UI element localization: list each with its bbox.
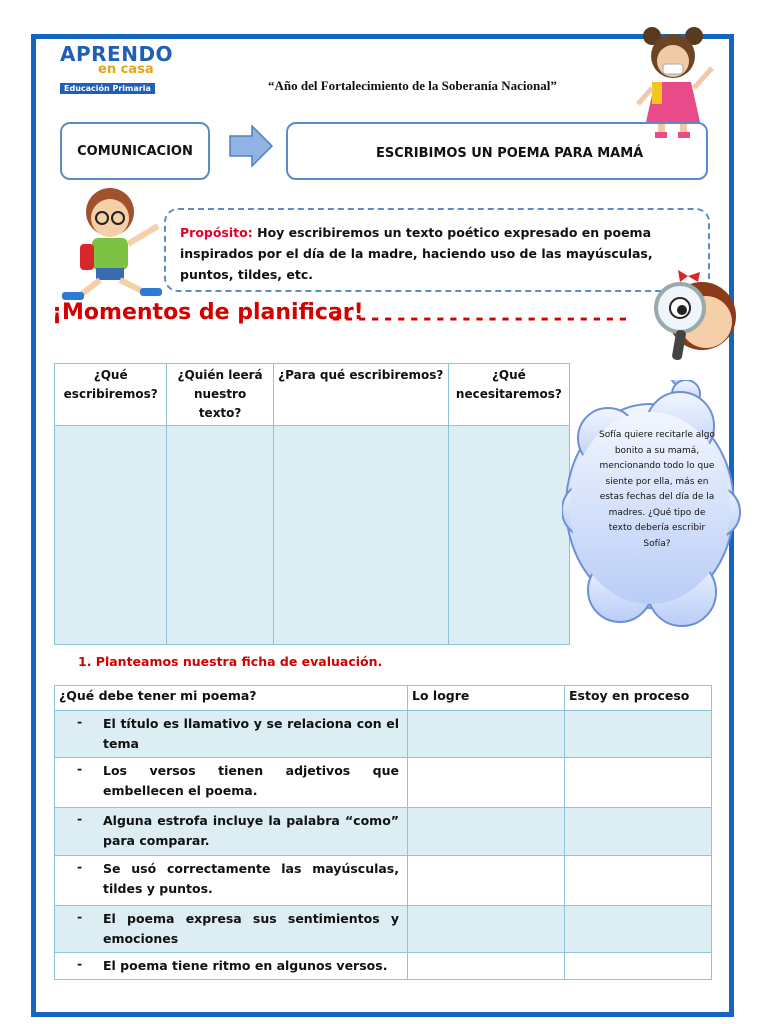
- eval-header-achieved: Lo logre: [408, 686, 565, 711]
- criterion-text: Se usó correctamente las mayúsculas, tildes y puntos.: [103, 861, 399, 896]
- logo-text-main: APRENDO: [60, 42, 174, 66]
- planning-cell[interactable]: [167, 426, 273, 645]
- purpose-text: Hoy escribiremos un texto poético expresado en poema inspirados por el día de la madre, haciendo uso de las mayúsculas, puntos, tildes, etc.: [180, 225, 653, 282]
- planning-col-header: ¿Qué necesitaremos?: [448, 364, 569, 426]
- in-progress-cell[interactable]: [565, 711, 712, 758]
- achieved-cell[interactable]: [408, 758, 565, 808]
- bullet-dash: -: [77, 714, 83, 729]
- criterion-text: El poema expresa sus sentimientos y emociones: [103, 911, 399, 946]
- bullet-dash: -: [77, 956, 83, 971]
- planning-col-header: ¿Para qué escribiremos?: [273, 364, 448, 426]
- eval-header-in-progress: Estoy en proceso: [565, 686, 712, 711]
- in-progress-cell[interactable]: [565, 758, 712, 808]
- criterion-text: Alguna estrofa incluye la palabra “como” para comparar.: [103, 813, 399, 848]
- table-row: [55, 856, 712, 906]
- achieved-cell[interactable]: [408, 711, 565, 758]
- step-heading: 1. Planteamos nuestra ficha de evaluación.: [78, 654, 383, 669]
- in-progress-cell[interactable]: [565, 953, 712, 980]
- achieved-cell[interactable]: [408, 953, 565, 980]
- planning-col-header: ¿Qué escribiremos?: [55, 364, 167, 426]
- purpose-label: Propósito:: [180, 225, 253, 240]
- bullet-dash: -: [77, 859, 83, 874]
- achieved-cell[interactable]: [408, 808, 565, 856]
- table-row: [55, 808, 712, 856]
- planning-dashes: -----------------------: [330, 306, 630, 330]
- thought-cloud-text: Sofía quiere recitarle algo bonito a su mamá, mencionando todo lo que siente por ella, más en estas fechas del día de la madres. ¿Qué tipo de texto debería escribir Sofía?: [599, 430, 715, 549]
- bullet-dash: -: [77, 811, 83, 826]
- table-row: [55, 953, 712, 980]
- girl-magnifier-illustration: [640, 270, 736, 390]
- in-progress-cell[interactable]: [565, 906, 712, 953]
- table-row: [55, 758, 712, 808]
- criterion-text: Los versos tienen adjetivos que embellecen el poema.: [103, 763, 399, 798]
- table-row: [55, 906, 712, 953]
- planning-table: [54, 363, 570, 645]
- logo-text-sub: en casa: [98, 62, 154, 77]
- criterion-text: El título es llamativo y se relaciona con el tema: [103, 716, 399, 751]
- planning-cell[interactable]: [448, 426, 569, 645]
- achieved-cell[interactable]: [408, 906, 565, 953]
- logo-badge: Educación Primaria: [60, 83, 155, 94]
- year-title: “Año del Fortalecimiento de la Soberanía Nacional”: [268, 78, 557, 93]
- evaluation-table: [54, 685, 712, 980]
- eval-header-criteria: ¿Qué debe tener mi poema?: [55, 686, 408, 711]
- aprendo-logo: [60, 42, 174, 95]
- boy-illustration: [52, 182, 164, 302]
- arrow-right-icon: [228, 124, 274, 168]
- planning-cell[interactable]: [55, 426, 167, 645]
- planning-heading: ¡Momentos de planificar!: [52, 300, 364, 325]
- bullet-dash: -: [77, 761, 83, 776]
- planning-col-header: ¿Quién leerá nuestro texto?: [167, 364, 273, 426]
- achieved-cell[interactable]: [408, 856, 565, 906]
- in-progress-cell[interactable]: [565, 808, 712, 856]
- criterion-text: El poema tiene ritmo en algunos versos.: [103, 958, 388, 973]
- purpose-box: [164, 208, 710, 292]
- session-title-box: ESCRIBIMOS UN POEMA PARA MAMÁ: [286, 122, 708, 180]
- bullet-dash: -: [77, 909, 83, 924]
- area-box: COMUNICACION: [60, 122, 210, 180]
- planning-cell[interactable]: [273, 426, 448, 645]
- in-progress-cell[interactable]: [565, 856, 712, 906]
- table-row: [55, 711, 712, 758]
